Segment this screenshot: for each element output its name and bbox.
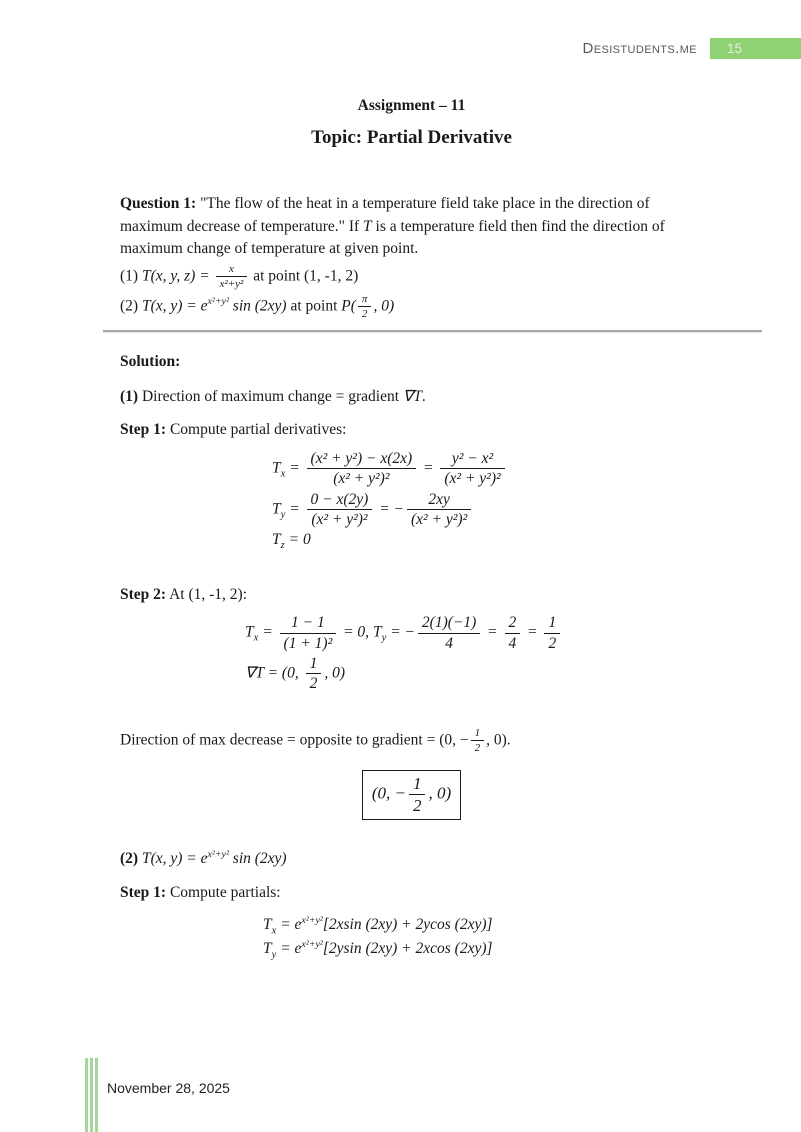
ty-val-eq3: = — [523, 623, 542, 641]
two-fourths-fraction — [505, 614, 521, 652]
tx-frac2-den: (x² + y²)² — [440, 468, 504, 487]
ty2-subscript: y — [271, 949, 277, 961]
tx-val-result: = 0, — [339, 623, 373, 641]
step-1-heading — [120, 419, 703, 442]
page-header — [582, 38, 801, 59]
step-2-heading — [120, 584, 703, 607]
two-fourths-num: 2 — [508, 614, 517, 632]
step-1b-label: Step 1: — [120, 884, 167, 902]
ty-val-eq: = − — [386, 623, 415, 641]
q1-frac-denominator: x²+y² — [216, 276, 248, 290]
equation-tx-ty-values — [245, 614, 703, 652]
two-fourths-den: 4 — [505, 633, 521, 652]
ty2-bracket-term: [2ysin (2xy) + 2xcos (2xy)] — [322, 940, 493, 958]
tx2-bracket-term: [2xsin (2xy) + 2ycos (2xy)] — [322, 915, 493, 933]
equation-tx — [272, 450, 703, 488]
part-2-sin-term: sin (2xy) — [228, 850, 287, 868]
question-part-2 — [120, 293, 703, 321]
tz-equals-zero: = 0 — [284, 531, 311, 549]
accent-line-3 — [95, 1058, 98, 1132]
tx-equals: = — [285, 459, 304, 477]
section-divider — [103, 330, 762, 333]
q1-frac-numerator: x — [229, 262, 234, 275]
tx-frac1-den: (x² + y²)² — [307, 468, 417, 487]
equation-tz — [272, 531, 703, 551]
ty-val-den: 4 — [418, 633, 480, 652]
accent-line-2 — [90, 1058, 93, 1132]
tx-fraction-2 — [440, 450, 504, 488]
boxed-post: , 0) — [428, 783, 452, 803]
q1-point: at point (1, -1, 2) — [249, 267, 359, 285]
part-2-expression: T(x, y) = e — [141, 850, 208, 868]
ty-frac2-num: 2xy — [428, 490, 450, 508]
q1-fraction — [216, 263, 248, 291]
tx-val-fraction — [280, 614, 337, 652]
part-2-exponent: x²+y² — [207, 849, 229, 861]
decrease-frac-num: 1 — [474, 726, 481, 739]
ty2-var: T — [263, 940, 272, 958]
boxed-pre: (0, − — [371, 783, 406, 803]
ty-val-num: 2(1)(−1) — [421, 614, 477, 632]
solution-part-2-intro — [120, 848, 703, 871]
ty-equals: = — [285, 500, 304, 518]
page-number-badge: 15 — [710, 38, 801, 59]
step-2-text: At (1, -1, 2): — [166, 585, 248, 603]
tx-fraction-1 — [307, 450, 417, 488]
ty2-exponent: x²+y² — [301, 938, 323, 950]
gradient-rhs: , 0) — [324, 664, 346, 682]
gradient-fraction — [306, 655, 322, 693]
footer-accent-lines — [85, 1058, 98, 1132]
tx-frac1-num: (x² + y²) − x(2x) — [310, 450, 413, 467]
evaluated-equations — [245, 614, 703, 692]
tx-frac2-num: y² − x² — [451, 450, 494, 467]
gradient-symbol: ∇T — [402, 387, 422, 405]
tx-val-var: T — [245, 623, 254, 641]
accent-line-1 — [85, 1058, 88, 1132]
max-decrease-note — [120, 727, 703, 755]
boxed-frac-den: 2 — [409, 794, 426, 815]
item-1-label: (1) — [120, 267, 142, 285]
tx-val-sub: x — [253, 632, 259, 644]
ty-fraction-2 — [407, 491, 471, 529]
q2-pi-fraction — [358, 293, 372, 321]
step-1b-heading — [120, 882, 703, 905]
temperature-var: T — [363, 217, 372, 235]
part-2-label: (2) — [120, 850, 142, 868]
tx-val-den: (1 + 1)² — [280, 633, 337, 652]
q2-point-p: P( — [341, 296, 356, 314]
equation-gradient — [245, 655, 703, 693]
tx2-exponent: x²+y² — [301, 914, 323, 926]
step-2-label: Step 2: — [120, 585, 167, 603]
ty-val-fraction — [418, 614, 480, 652]
ty-equals-2: = − — [375, 500, 404, 518]
ty-frac2-den: (x² + y²)² — [407, 509, 471, 528]
question-text-a: "The flow of the heat in a temperature field take place in the direction of maximum decrease of temperature." If — [120, 195, 650, 235]
tx-val-num: 1 − 1 — [291, 614, 325, 632]
boxed-fraction — [409, 774, 426, 815]
tx2-subscript: x — [271, 924, 277, 936]
step-1b-text: Compute partials: — [166, 884, 281, 902]
decrease-text: Direction of max decrease = opposite to gradient = (0, − — [120, 730, 469, 748]
equation-tx-part2 — [263, 915, 703, 936]
one-half-fraction — [544, 614, 560, 652]
document-body — [0, 97, 801, 960]
part-1-period: . — [421, 387, 426, 405]
ty-fraction-1 — [307, 491, 373, 529]
ty-subscript: y — [280, 509, 286, 521]
q1-expression: T(x, y, z) = — [141, 267, 214, 285]
question-part-1 — [120, 263, 703, 291]
question-1-paragraph — [120, 193, 703, 261]
q2-pi-numerator: π — [361, 292, 368, 305]
ty-frac1-num: 0 − x(2y) — [310, 490, 369, 508]
q2-at-point: at point — [286, 296, 342, 314]
question-text-b: is a temperature field then find the direction of maximum change of temperature at given point. — [120, 217, 665, 258]
ty-val-eq2: = — [483, 623, 502, 641]
equation-ty-part2 — [263, 939, 703, 960]
ty-frac1-den: (x² + y²)² — [307, 509, 373, 528]
solution-heading: Solution: — [120, 353, 181, 371]
tx-subscript: x — [280, 468, 286, 480]
one-half-num: 1 — [548, 614, 557, 632]
decrease-frac-den: 2 — [471, 740, 485, 754]
q2-sin-term: sin (2xy) — [228, 296, 287, 314]
tx2-var: T — [263, 915, 272, 933]
site-name: Desistudents.me — [582, 40, 697, 57]
ty2-equals-e: = e — [276, 940, 302, 958]
ty-var: T — [272, 500, 281, 518]
step-1-label: Step 1: — [120, 421, 167, 439]
one-half-den: 2 — [544, 633, 560, 652]
part-1-text: Direction of maximum change = gradient — [138, 387, 403, 405]
partial-derivatives-equations — [272, 450, 703, 552]
q2-pi-denominator: 2 — [358, 306, 372, 320]
boxed-frac-num: 1 — [412, 774, 422, 794]
part-2-partials-equations — [263, 915, 703, 961]
question-label: Question 1: — [120, 195, 197, 212]
ty-val-sub: y — [381, 632, 387, 644]
equation-ty — [272, 491, 703, 529]
ty-val-var: T — [372, 623, 382, 641]
tz-subscript: z — [280, 540, 285, 552]
gradient-frac-num: 1 — [309, 654, 318, 672]
tx-val-eq: = — [258, 623, 277, 641]
tx-var: T — [272, 459, 281, 477]
solution-part-1-intro — [120, 386, 703, 409]
decrease-fraction — [471, 727, 485, 755]
tx-equals-2: = — [419, 459, 438, 477]
decrease-tail: , 0). — [486, 730, 511, 748]
boxed-answer — [362, 770, 461, 820]
step-1-text: Compute partial derivatives: — [166, 421, 347, 439]
part-1-label: (1) — [120, 387, 139, 405]
q2-expression: T(x, y) = e — [141, 296, 208, 314]
footer-date: November 28, 2025 — [107, 1080, 230, 1096]
topic-title: Topic: Partial Derivative — [311, 127, 512, 148]
q2-exponent: x²+y² — [207, 295, 229, 307]
tz-var: T — [272, 531, 281, 549]
item-2-label: (2) — [120, 296, 142, 314]
assignment-title: Assignment – 11 — [357, 97, 466, 114]
tx2-equals-e: = e — [276, 915, 302, 933]
q2-point-close: , 0) — [373, 296, 395, 314]
gradient-lhs: ∇T = (0, — [245, 664, 303, 682]
gradient-frac-den: 2 — [306, 673, 322, 692]
